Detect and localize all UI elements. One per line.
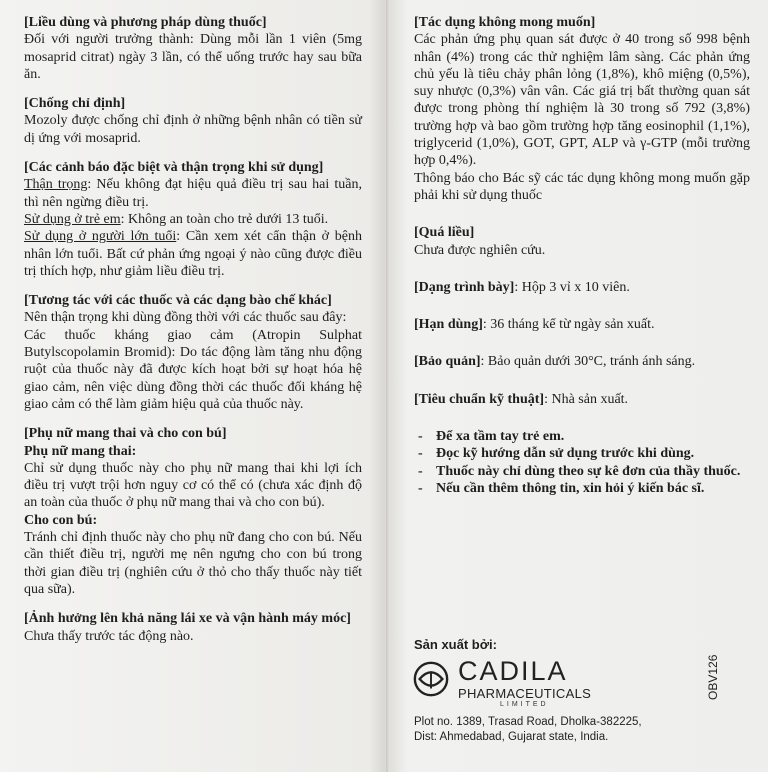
presentation-text: : Hộp 3 vỉ x 10 viên. bbox=[514, 279, 630, 295]
pregnancy-label: Phụ nữ mang thai: bbox=[24, 443, 137, 459]
elderly-paragraph bbox=[24, 228, 362, 280]
note-item: - Nếu cần thêm thông tin, xin hỏi ý kiến bác sĩ. bbox=[436, 480, 750, 497]
overdose-text: Chưa được nghiên cứu. bbox=[414, 242, 546, 258]
elderly-label: Sử dụng ở người lớn tuổi bbox=[24, 229, 177, 245]
right-column bbox=[414, 14, 750, 497]
storage-row bbox=[414, 353, 750, 370]
interactions-text: Các thuốc kháng giao cảm (Atropin Sulphat Butylscopolamin Bromid): Do tác động làm tăng nhu động ruột của thuốc này đã được kích hoạt bởi sự hoạt hóa hệ giao cảm, nên việc dùng đồng thời các thuốc đối kháng hệ giao cảm có thể làm giảm hiệu quả của thuốc này. bbox=[24, 327, 362, 412]
note-item: - Để xa tầm tay trẻ em. bbox=[436, 428, 750, 445]
expiry-heading: [Hạn dùng] bbox=[414, 317, 483, 333]
address-line-1: Plot no. 1389, Trasad Road, Dholka-382225, bbox=[414, 716, 642, 728]
address-line-2: Dist: Ahmedabad, Gujarat state, India. bbox=[414, 731, 609, 743]
pregnancy-heading: [Phụ nữ mang thai và cho con bú] bbox=[24, 426, 227, 442]
manufacturer-address bbox=[414, 715, 642, 745]
brand-subtitle: PHARMACEUTICALS bbox=[458, 686, 592, 701]
expiry-text: : 36 tháng kể từ ngày sản xuất. bbox=[482, 317, 655, 333]
storage-heading: [Bảo quản] bbox=[414, 354, 481, 370]
side-effects-text: Các phản ứng phụ quan sát được ở 40 trong số 998 bệnh nhân (4%) trong các thử nghiệm lâm sàng. Các phản ứng chủ yếu là tiêu chảy phân lỏng (1,8%), khô miệng (0,5%), suy nhược (0,3%) vân vân. Các giá trị bất thường quan sát được trong phòng thí nghiệm là 30 trong số 792 (3,8%) trường hợp và bao gồm trường hợp tăng eosinophil (1,1%), triglycerid (1,0%), GOT, GPT, ALP và γ-GTP (mỗi trường hợp 0,4%). bbox=[414, 32, 750, 169]
children-label: Sử dụng ở trẻ em bbox=[24, 211, 121, 227]
elderly-text: : Cần xem xét cẩn thận ở bệnh nhân lớn tuổi. Bất cứ phản ứng ngoại ý nào cũng được điều trị thích hợp, như giảm liều điều trị. bbox=[24, 229, 363, 279]
side-effects-heading: [Tác dụng không mong muốn] bbox=[414, 15, 596, 30]
standard-heading: [Tiêu chuẩn kỹ thuật] bbox=[414, 391, 545, 407]
contraindication-text: Mozoly được chống chỉ định ở những bệnh nhân có tiền sử dị ứng với mosaprid. bbox=[24, 113, 362, 146]
driving-heading: [Ảnh hưởng lên khả năng lái xe và vận hành máy móc] bbox=[24, 611, 351, 627]
leaflet-code: OBV126 bbox=[706, 654, 720, 700]
standard-text: : Nhà sản xuất. bbox=[544, 391, 629, 407]
dosage-heading: [Liều dùng và phương pháp dùng thuốc] bbox=[24, 15, 267, 30]
caution-paragraph bbox=[24, 176, 362, 211]
children-text: : Không an toàn cho trẻ dưới 13 tuổi. bbox=[120, 211, 329, 227]
standard-row bbox=[414, 391, 750, 408]
brand-name: CADILA bbox=[458, 656, 568, 686]
warning-notes-list bbox=[414, 428, 750, 497]
note-item: - Thuốc này chỉ dùng theo sự kê đơn của thầy thuốc. bbox=[436, 463, 750, 480]
left-column bbox=[24, 14, 362, 645]
expiry-row bbox=[414, 316, 750, 333]
caution-text: : Nếu không đạt hiệu quả điều trị sau hai tuần, thì nên ngừng điều trị. bbox=[24, 177, 362, 210]
contraindication-heading: [Chống chỉ định] bbox=[24, 96, 126, 112]
breastfeeding-text: Tránh chỉ định thuốc này cho phụ nữ đang cho con bú. Nếu cần thiết điều trị, người mẹ nên ngưng cho con bú trong thời gian điều trị (nghiên cứu ở thỏ cho thấy thuốc này tiết qua sữa). bbox=[24, 530, 362, 597]
warnings-heading: [Các cảnh báo đặc biệt và thận trọng khi sử dụng] bbox=[24, 160, 324, 176]
manufacturer-label: Sản xuất bởi: bbox=[414, 637, 497, 652]
children-paragraph bbox=[24, 211, 362, 228]
interactions-heading: [Tương tác với các thuốc và các dạng bào chế khác] bbox=[24, 293, 332, 309]
presentation-heading: [Dạng trình bày] bbox=[414, 279, 515, 295]
brand-limited: LIMITED bbox=[500, 701, 549, 708]
note-item: - Đọc kỹ hướng dẫn sử dụng trước khi dùng. bbox=[436, 445, 750, 462]
leaflet-fold bbox=[386, 0, 390, 772]
presentation-row bbox=[414, 279, 750, 296]
side-effects-notice: Thông báo cho Bác sỹ các tác dụng không mong muốn gặp phải khi sử dụng thuốc bbox=[414, 170, 750, 203]
storage-text: : Bảo quản dưới 30°C, tránh ánh sáng. bbox=[480, 354, 696, 370]
cadila-logo bbox=[412, 656, 592, 712]
interactions-intro: Nên thận trọng khi dùng đồng thời với các thuốc sau đây: bbox=[24, 310, 347, 326]
dosage-text: Đối với người trưởng thành: Dùng mỗi lần 1 viên (5mg mosaprid citrat) ngày 3 lần, có thể uống trước hay sau bữa ăn. bbox=[24, 32, 362, 82]
caution-label: Thận trọng bbox=[24, 177, 88, 193]
cadila-logo-icon bbox=[412, 660, 450, 698]
pregnancy-text: Chỉ sử dụng thuốc này cho phụ nữ mang thai khi lợi ích điều trị vượt trội hơn nguy cơ có thể có (chưa xác định độ an toàn của thuốc ở phụ nữ mang thai và cho con bú). bbox=[24, 460, 362, 511]
driving-text: Chưa thấy trước tác động nào. bbox=[24, 628, 194, 644]
breastfeeding-label: Cho con bú: bbox=[24, 512, 98, 528]
overdose-heading: [Quá liều] bbox=[414, 225, 475, 241]
